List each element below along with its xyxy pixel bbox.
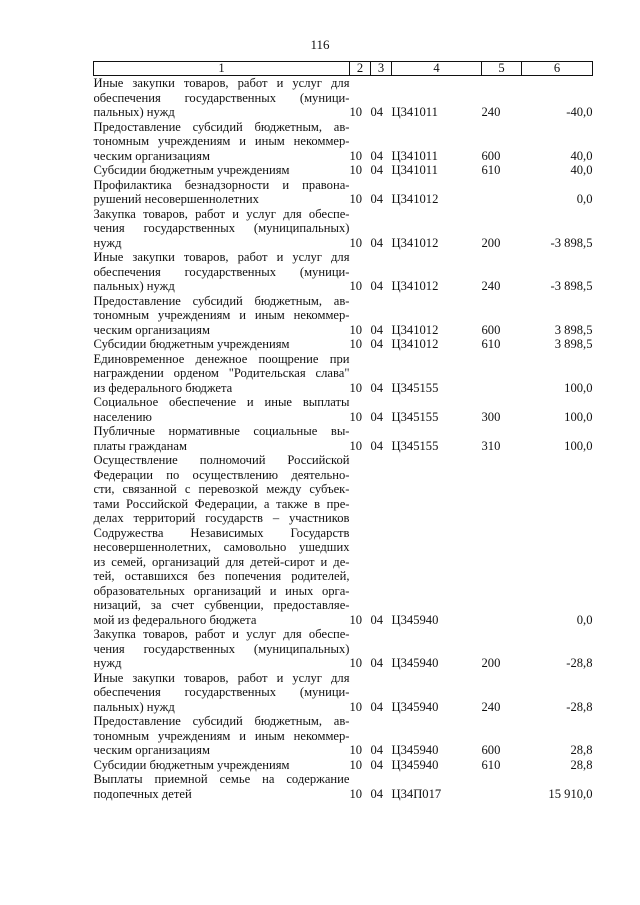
description-line: подопечных детей: [93, 786, 192, 801]
target-article-code: Ц341012: [391, 192, 439, 206]
table-row: [94, 120, 593, 164]
description-line: пальных) нужд: [93, 699, 175, 714]
target-article-code: Ц345940: [391, 757, 439, 772]
expense-type-code: 600: [481, 743, 501, 757]
section-code: 10: [349, 322, 363, 337]
target-article-code: Ц345940: [391, 656, 439, 670]
subsection-code: 04: [370, 192, 384, 206]
section-code: 10: [349, 148, 363, 163]
description-line: Предоставление субсидий бюджетным, ав-: [93, 119, 350, 134]
amount: 28,8: [570, 757, 593, 772]
section-code: 10: [349, 743, 363, 757]
amount: 0,0: [576, 192, 593, 206]
description-line: Иные закупки товаров, работ и услуг для: [93, 76, 350, 90]
amount: 100,0: [564, 438, 593, 453]
expense-type-code: 200: [481, 235, 501, 250]
target-article-code: Ц341012: [391, 322, 439, 337]
section-code: 10: [349, 192, 363, 206]
description-line: образовательных организаций и иных орга-: [93, 583, 350, 598]
amount: 40,0: [570, 163, 593, 177]
amount: 28,8: [570, 743, 593, 757]
table-row: [94, 395, 593, 424]
section-code: 10: [349, 699, 363, 714]
amount: 3 898,5: [554, 322, 593, 337]
description-line: из семей, организаций для детей-сирот и де-: [93, 554, 350, 569]
expense-type-code: [482, 453, 522, 627]
row-description: [94, 424, 350, 453]
description-line: из федерального бюджета: [93, 380, 233, 395]
amount: -3 898,5: [550, 279, 593, 293]
column-header-4: 4: [392, 62, 482, 76]
column-header-5: 5: [482, 62, 522, 76]
subsection-code: 04: [370, 235, 384, 250]
target-article-code: Ц345940: [391, 699, 439, 714]
description-line: Содружества Независимых Государств: [93, 525, 350, 540]
description-line: мой из федерального бюджета: [93, 612, 257, 627]
row-description: [94, 671, 350, 715]
description-line: Федерации по осуществлению деятельно-: [93, 467, 350, 482]
row-description: [94, 337, 350, 352]
expense-type-code: 200: [481, 656, 501, 670]
section-code: 10: [349, 163, 363, 177]
section-code: 10: [349, 105, 363, 119]
amount: 100,0: [564, 409, 593, 424]
section-code: 10: [349, 757, 363, 772]
description-line: несовершеннолетних, самовольно ушедших: [93, 540, 350, 554]
section-code: 10: [349, 438, 363, 453]
description-line: пальных) нужд: [93, 279, 175, 293]
amount: -28,8: [566, 656, 593, 670]
row-description: [94, 250, 350, 294]
table-row: [94, 250, 593, 294]
target-article-code: Ц345155: [391, 409, 439, 424]
row-description: [94, 772, 350, 801]
row-description: [94, 627, 350, 671]
page-number: 116: [310, 37, 330, 52]
row-description: [94, 76, 350, 120]
section-code: 10: [349, 409, 363, 424]
subsection-code: 04: [370, 786, 384, 801]
description-line: Закупка товаров, работ и услуг для обеспе-: [93, 206, 350, 221]
subsection-code: 04: [370, 743, 384, 757]
subsection-code: 04: [370, 105, 384, 119]
description-line: рушений несовершеннолетних: [93, 192, 259, 206]
subsection-code: 04: [370, 322, 384, 337]
subsection-code: 04: [370, 438, 384, 453]
subsection-code: 04: [370, 699, 384, 714]
table-body: [94, 76, 593, 802]
amount: 100,0: [564, 380, 593, 395]
table-row: [94, 714, 593, 758]
table-row: [94, 424, 593, 453]
table-header-row: [94, 62, 593, 76]
description-line: чения государственных (муниципальных): [93, 221, 350, 235]
row-description: [94, 758, 350, 773]
description-line: тей, оставшихся без попечения родителей,: [93, 569, 350, 583]
subsection-code: 04: [370, 612, 384, 627]
subsection-code: 04: [370, 337, 384, 351]
row-description: [94, 294, 350, 338]
expense-type-code: 600: [481, 322, 501, 337]
description-line: населению: [93, 409, 152, 424]
description-line: сти, связанной с перевозкой между субъек-: [93, 482, 350, 496]
expense-type-code: 610: [481, 163, 501, 177]
amount: 15 910,0: [548, 786, 593, 801]
target-article-code: Ц341011: [391, 163, 438, 177]
description-line: низаций, за счет субвенции, предоставляе-: [93, 598, 350, 612]
amount: -3 898,5: [550, 235, 593, 250]
description-line: тономным учреждениям и иным некоммер-: [93, 308, 350, 322]
table-row: [94, 163, 593, 178]
description-line: Осуществление полномочий Российской: [93, 453, 350, 467]
amount: -40,0: [566, 105, 593, 119]
description-line: обеспечения государственных (муници-: [93, 264, 350, 279]
row-description: [94, 453, 350, 627]
table-row: [94, 352, 593, 396]
expense-type-code: 610: [481, 757, 501, 772]
subsection-code: 04: [370, 380, 384, 395]
description-line: Социальное обеспечение и иные выплаты: [93, 395, 350, 409]
description-line: Предоставление субсидий бюджетным, ав-: [93, 293, 350, 308]
section-code: 10: [349, 786, 363, 801]
description-line: платы гражданам: [93, 438, 187, 453]
description-line: делах территорий государств – участников: [93, 511, 350, 525]
section-code: 10: [349, 337, 363, 351]
description-line: Субсидии бюджетным учреждениям: [93, 163, 290, 177]
target-article-code: Ц341012: [391, 235, 439, 250]
column-header-2: 2: [350, 62, 371, 76]
description-line: ческим организациям: [93, 322, 210, 337]
target-article-code: Ц34П017: [391, 786, 442, 801]
row-description: [94, 352, 350, 396]
row-description: [94, 207, 350, 251]
description-line: нужд: [93, 656, 122, 670]
description-line: обеспечения государственных (муници-: [93, 685, 350, 699]
target-article-code: Ц341011: [391, 148, 438, 163]
table-row: [94, 207, 593, 251]
target-article-code: Ц341011: [391, 105, 438, 119]
table-row: [94, 758, 593, 773]
description-line: нужд: [93, 235, 122, 250]
subsection-code: 04: [370, 409, 384, 424]
expense-type-code: [482, 178, 522, 207]
table-row: [94, 772, 593, 801]
amount: -28,8: [566, 699, 593, 714]
row-description: [94, 395, 350, 424]
expense-type-code: 240: [481, 699, 501, 714]
table-row: [94, 671, 593, 715]
table-row: [94, 627, 593, 671]
description-line: обеспечения государственных (муници-: [93, 90, 350, 105]
expense-type-code: 310: [481, 438, 501, 453]
target-article-code: Ц345155: [391, 438, 439, 453]
description-line: чения государственных (муниципальных): [93, 641, 350, 656]
target-article-code: Ц341012: [391, 337, 439, 351]
table-row: [94, 76, 593, 120]
description-line: Иные закупки товаров, работ и услуг для: [93, 670, 350, 685]
description-line: тономным учреждениям и иным некоммер-: [93, 134, 350, 148]
subsection-code: 04: [370, 148, 384, 163]
target-article-code: Ц345940: [391, 612, 439, 627]
description-line: Субсидии бюджетным учреждениям: [93, 757, 290, 772]
amount: 3 898,5: [554, 337, 593, 351]
subsection-code: 04: [370, 757, 384, 772]
row-description: [94, 178, 350, 207]
expense-type-code: 600: [481, 148, 501, 163]
expense-type-code: 240: [481, 279, 501, 293]
table-row: [94, 453, 593, 627]
description-line: Выплаты приемной семье на содержание: [93, 772, 350, 786]
description-line: награждении орденом "Родительская слава": [93, 366, 350, 380]
description-line: Публичные нормативные социальные вы-: [93, 424, 350, 438]
column-header-3: 3: [371, 62, 392, 76]
description-line: Предоставление субсидий бюджетным, ав-: [93, 714, 350, 728]
description-line: пальных) нужд: [93, 105, 175, 119]
section-code: 10: [349, 235, 363, 250]
table-row: [94, 178, 593, 207]
description-line: Субсидии бюджетным учреждениям: [93, 337, 290, 351]
target-article-code: Ц345155: [391, 380, 439, 395]
subsection-code: 04: [370, 279, 384, 293]
target-article-code: Ц345940: [391, 743, 439, 757]
description-line: Единовременное денежное поощрение при: [93, 351, 350, 366]
section-code: 10: [349, 612, 363, 627]
expense-type-code: 610: [481, 337, 501, 351]
expense-type-code: 300: [481, 409, 501, 424]
subsection-code: 04: [370, 163, 384, 177]
description-line: Закупка товаров, работ и услуг для обеспе-: [93, 627, 350, 641]
description-line: Иные закупки товаров, работ и услуг для: [93, 250, 350, 264]
column-header-1: 1: [94, 62, 350, 76]
description-line: ческим организациям: [93, 148, 210, 163]
column-header-6: 6: [522, 62, 593, 76]
table-row: [94, 337, 593, 352]
row-description: [94, 714, 350, 758]
table-row: [94, 294, 593, 338]
section-code: 10: [349, 380, 363, 395]
amount: 40,0: [570, 148, 593, 163]
section-code: 10: [349, 656, 363, 670]
expense-type-code: 240: [481, 105, 501, 119]
subsection-code: 04: [370, 656, 384, 670]
section-code: 10: [349, 279, 363, 293]
description-line: тономным учреждениям и иным некоммер-: [93, 728, 350, 743]
expense-type-code: [482, 772, 522, 801]
row-description: [94, 120, 350, 164]
description-line: Профилактика безнадзорности и правона-: [93, 177, 350, 192]
amount: 0,0: [576, 612, 593, 627]
row-description: [94, 163, 350, 178]
expense-type-code: [482, 352, 522, 396]
description-line: тами Российской Федерации, а также в пре-: [93, 496, 350, 511]
description-line: ческим организациям: [93, 743, 210, 757]
budget-table: [93, 61, 593, 801]
target-article-code: Ц341012: [391, 279, 439, 293]
